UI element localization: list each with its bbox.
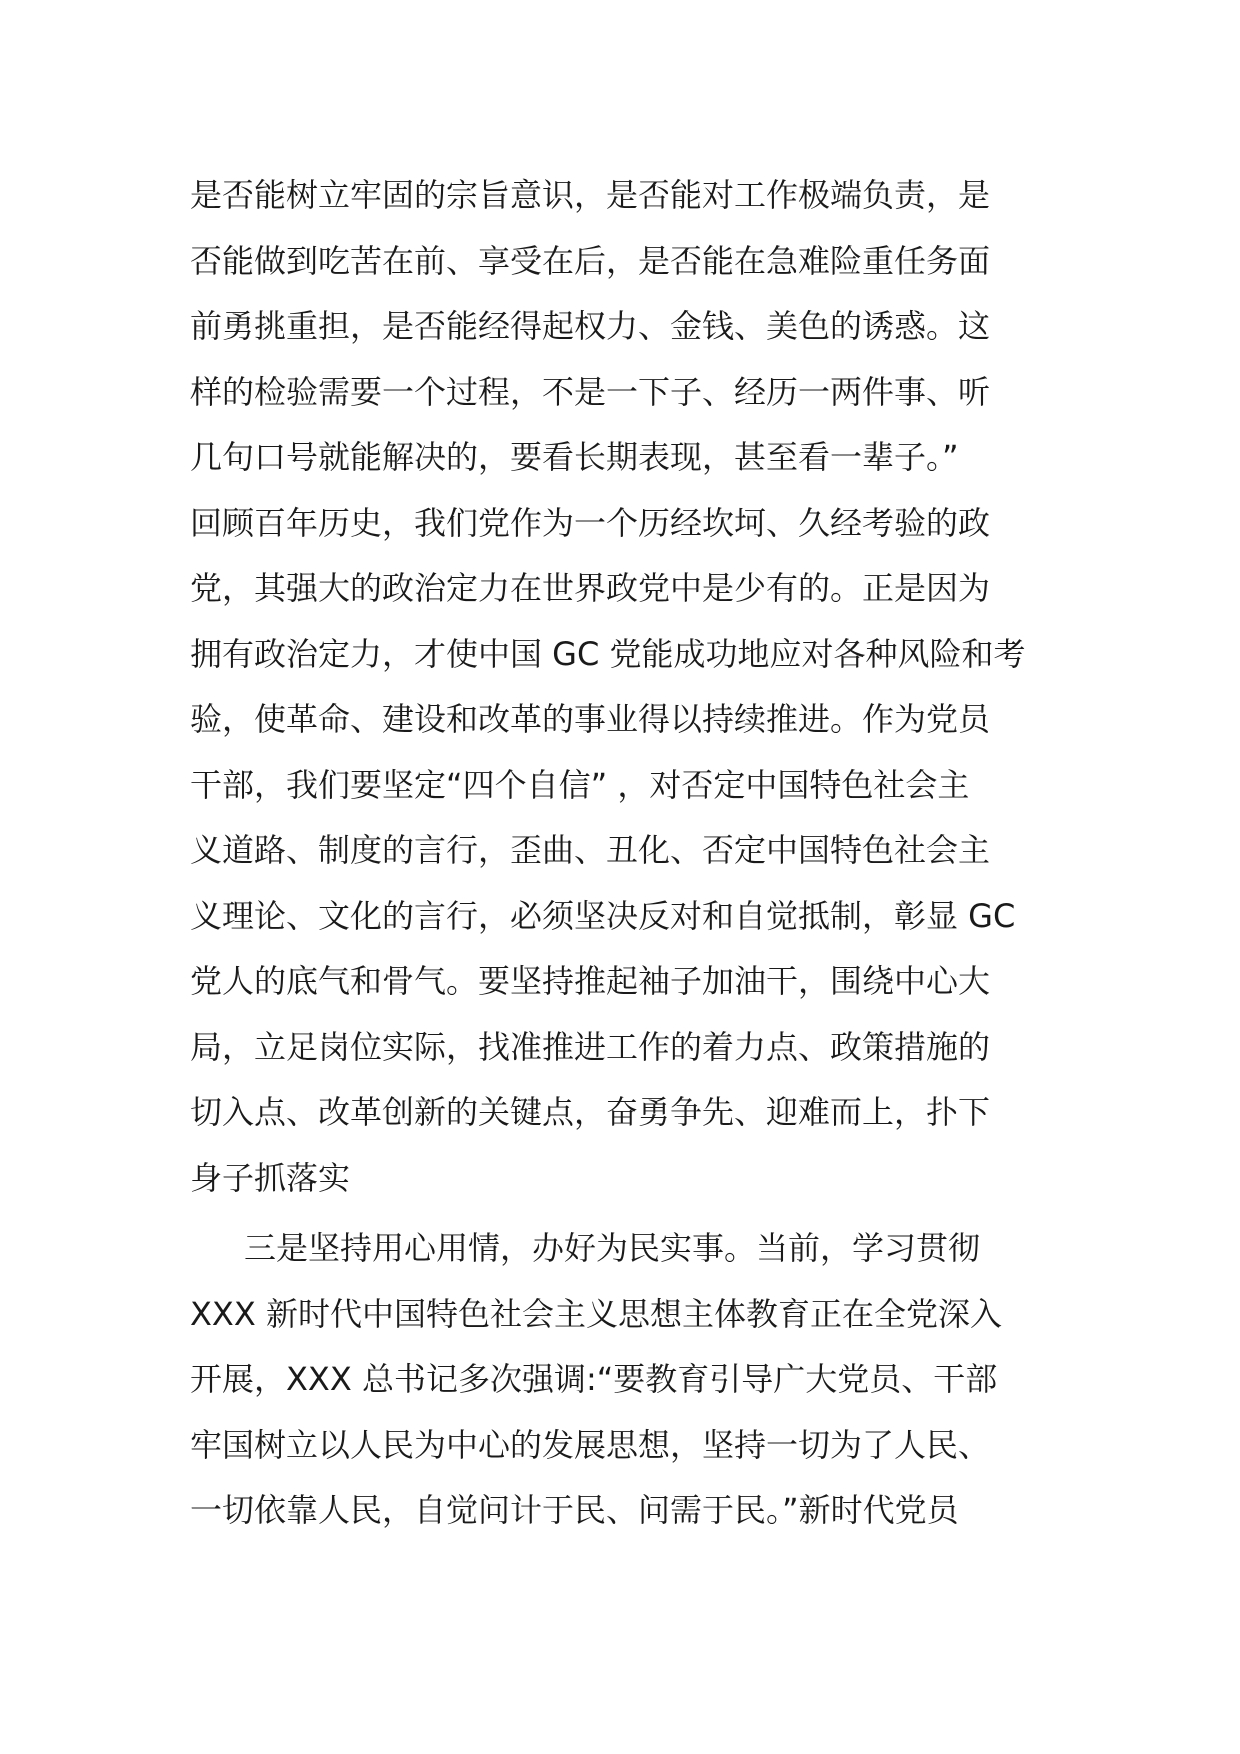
text-line: 前勇挑重担，是否能经得起权力、金钱、美色的诱惑。这 (190, 307, 991, 345)
text-line: 牢国树立以人民为中心的发展思想，坚持一切为了人民、 (190, 1425, 991, 1464)
paragraph-three (190, 1216, 1070, 1544)
text-line: 党人的底气和骨气。要坚持推起袖子加油干，围绕中心大 (190, 962, 991, 1000)
paragraph-first-line: 三是坚持用心用情，办好为民实事。当前，学习贯彻 (244, 1229, 981, 1267)
text-line: 党，其强大的政治定力在世界政党中是少有的。正是因为 (190, 569, 991, 607)
text-line: 切入点、改革创新的关键点，奋勇争先、迎难而上，扑下 (190, 1093, 991, 1131)
text-line: 开展，XXX 总书记多次强调:“要教育引导广大党员、干部 (190, 1360, 998, 1398)
paragraph-continued (190, 163, 1070, 1211)
text-line: 样的检验需要一个过程，不是一下子、经历一两件事、听 (190, 372, 991, 411)
text-line: XXX 新时代中国特色社会主义思想主体教育正在全党深入 (190, 1294, 1002, 1333)
text-line: 局，立足岗位实际，找准推进工作的着力点、政策措施的 (190, 1027, 991, 1066)
text-line: 身子抓落实 (190, 1158, 351, 1197)
text-line: 验，使革命、建设和改革的事业得以持续推进。作为党员 (190, 700, 991, 738)
text-line: 否能做到吃苦在前、享受在后，是否能在急难险重任务面 (190, 241, 991, 280)
text-line: 义理论、文化的言行，必须坚决反对和自觉抵制，彰显 GC (190, 896, 1016, 935)
text-line: 一切依靠人民，自觉问计于民、问需于民。”新时代党员 (190, 1491, 959, 1529)
text-line: 拥有政治定力，才使中国 GC 党能成功地应对各种风险和考 (190, 634, 1026, 673)
text-line: 义道路、制度的言行，歪曲、丑化、否定中国特色社会主 (190, 831, 991, 869)
text-line: 回顾百年历史，我们党作为一个历经坎坷、久经考验的政 (190, 503, 991, 542)
text-line: 几句口号就能解决的，要看长期表现，甚至看一辈子。” (190, 438, 959, 476)
text-line: 是否能树立牢固的宗旨意识，是否能对工作极端负责，是 (190, 176, 991, 214)
text-line: 干部，我们要坚定“四个自信” ，对否定中国特色社会主 (190, 765, 970, 804)
